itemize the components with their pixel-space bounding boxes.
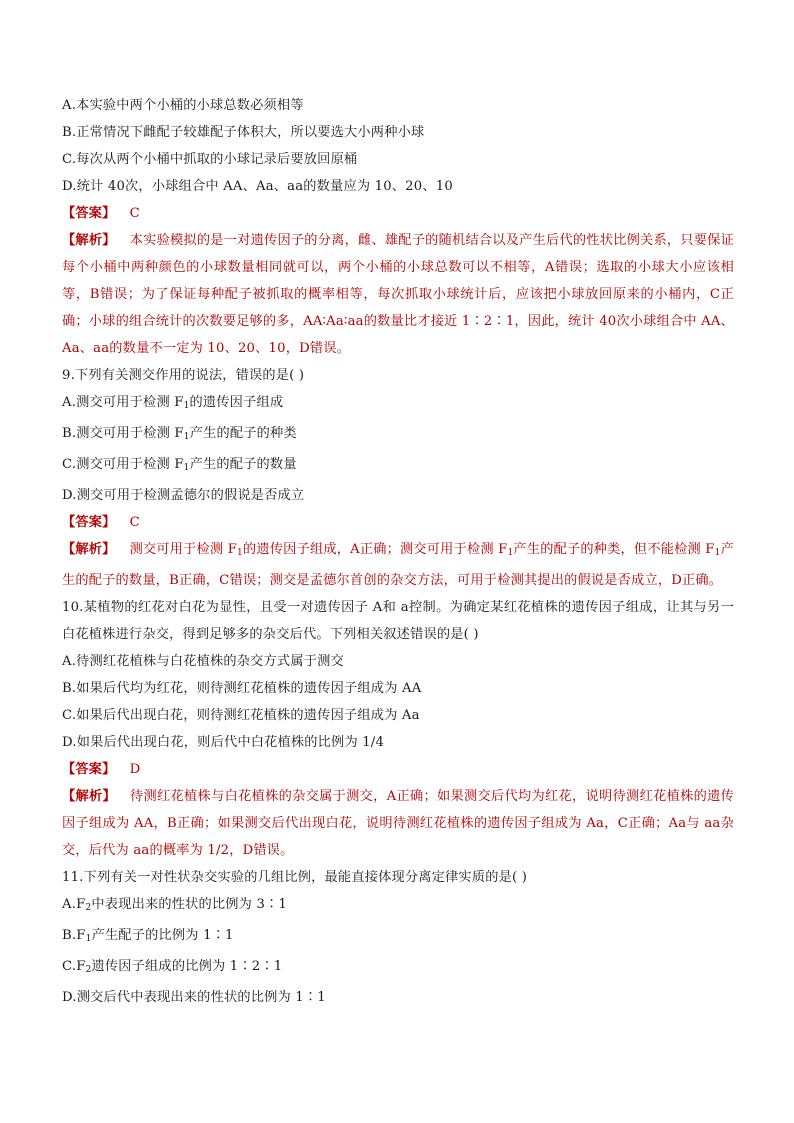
q9-stem: 9.下列有关测交作用的说法，错误的是( ) <box>62 368 305 383</box>
q11-option-a: $A.F_2$中表现出来的性状的比例为 3∶1 <box>62 897 288 913</box>
analysis-text: 待测红花植株与白花植株的杂交属于测交，A正确；如果测交后代均为红花，说明待测红花植株的遗传因子组成为 AA，B正确；如果测交后代出现白花，说明待测红花植株的遗传因子组成为 Aa，C正确；Aa与 aa杂交，后代为 aa的概率为 1/2，D错误。 <box>62 789 734 858</box>
q10-option-b: B.如果后代均为红花，则待测红花植株的遗传因子组成为 AA <box>62 681 422 696</box>
analysis-tag: 【解析】 <box>62 542 116 557</box>
analysis-tag: 【解析】 <box>62 789 117 804</box>
q11-option-c: $C.F_2$遗传因子组成的比例为 1∶2∶1 <box>62 959 283 975</box>
q11-option-b: $B.F_1$产生配子的比例为 1∶1 <box>62 928 234 944</box>
q9-analysis <box>62 536 734 594</box>
analysis-text: 本实验模拟的是一对遗传因子的分离，雌、雄配子的随机结合以及产生后代的性状比例关系，只要保证每个小桶中两种颜色的小球数量相同就可以，两个小桶的小球总数可以不相等，A错误；选取的小球大小应该相等，B错误；为了保证每种配子被抓取的概率相等，每次抓取小球统计后，应该把小球放回原来的小桶内，C正确；小球的组合统计的次数要足够的多，AA∶Aa∶aa的数量比才接近 1∶2∶1，因此，统计 40次小球组合中 AA、Aa、aa的数量不一定为 10、20、10，D错误。 <box>62 233 734 356</box>
q9-option-a: A.测交可用于检测 $F_1$的遗传因子组成 <box>62 395 284 411</box>
q9-option-b: B.测交可用于检测 $F_1$产生的配子的种类 <box>62 426 297 442</box>
answer-tag: 【答案】 <box>62 762 116 777</box>
q9-answer <box>62 509 734 536</box>
q8-option-a: A.本实验中两个小桶的小球总数必须相等 <box>62 98 304 113</box>
q8-option-b: B.正常情况下雌配子较雄配子体积大，所以要选大小两种小球 <box>62 125 425 140</box>
q10-answer <box>62 756 734 783</box>
document-page <box>62 92 734 1011</box>
q10-analysis <box>62 783 734 864</box>
answer-value: D <box>129 762 141 777</box>
q10-option-d: D.如果后代出现白花，则后代中白花植株的比例为 1/4 <box>62 735 385 750</box>
answer-value: C <box>129 515 140 530</box>
q11-stem: 11.下列有关一对性状杂交实验的几组比例，最能直接体现分离定律实质的是( ) <box>62 870 528 885</box>
q11-option-d: D.测交后代中表现出来的性状的比例为 1∶1 <box>62 990 326 1005</box>
q10-option-a: A.待测红花植株与白花植株的杂交方式属于测交 <box>62 654 344 669</box>
q9-option-c: C.测交可用于检测 $F_1$产生的配子的数量 <box>62 457 297 473</box>
q10-stem: 10.某植物的红花对白花为显性，且受一对遗传因子 A和 a控制。为确定某红花植株的遗传因子组成，让其与另一白花植株进行杂交，得到足够多的杂交后代。下列相关叙述错误的是( ) <box>62 600 734 642</box>
q10-option-c: C.如果后代出现白花，则待测红花植株的遗传因子组成为 Aa <box>62 708 420 723</box>
answer-tag: 【答案】 <box>62 206 116 221</box>
answer-tag: 【答案】 <box>62 515 116 530</box>
analysis-tag: 【解析】 <box>62 233 116 248</box>
q8-option-c: C.每次从两个小桶中抓取的小球记录后要放回原桶 <box>62 152 358 167</box>
q8-answer <box>62 200 734 227</box>
q9-option-d: D.测交可用于检测孟德尔的假说是否成立 <box>62 488 305 503</box>
answer-value: C <box>129 206 140 221</box>
q8-analysis <box>62 227 734 362</box>
q8-option-d: D.统计 40次，小球组合中 AA、Aa、aa的数量应为 10、20、10 <box>62 179 453 194</box>
analysis-text: 测交可用于检测 $F_1$的遗传因子组成，A正确；测交可用于检测 $F_1$产生的配子的种类，但不能检测 $F_1$产生的配子的数量，B正确，C错误；测交是孟德尔首创的杂交方法，可用于检测其提出的假说是否成立，D正确。 <box>62 542 734 588</box>
